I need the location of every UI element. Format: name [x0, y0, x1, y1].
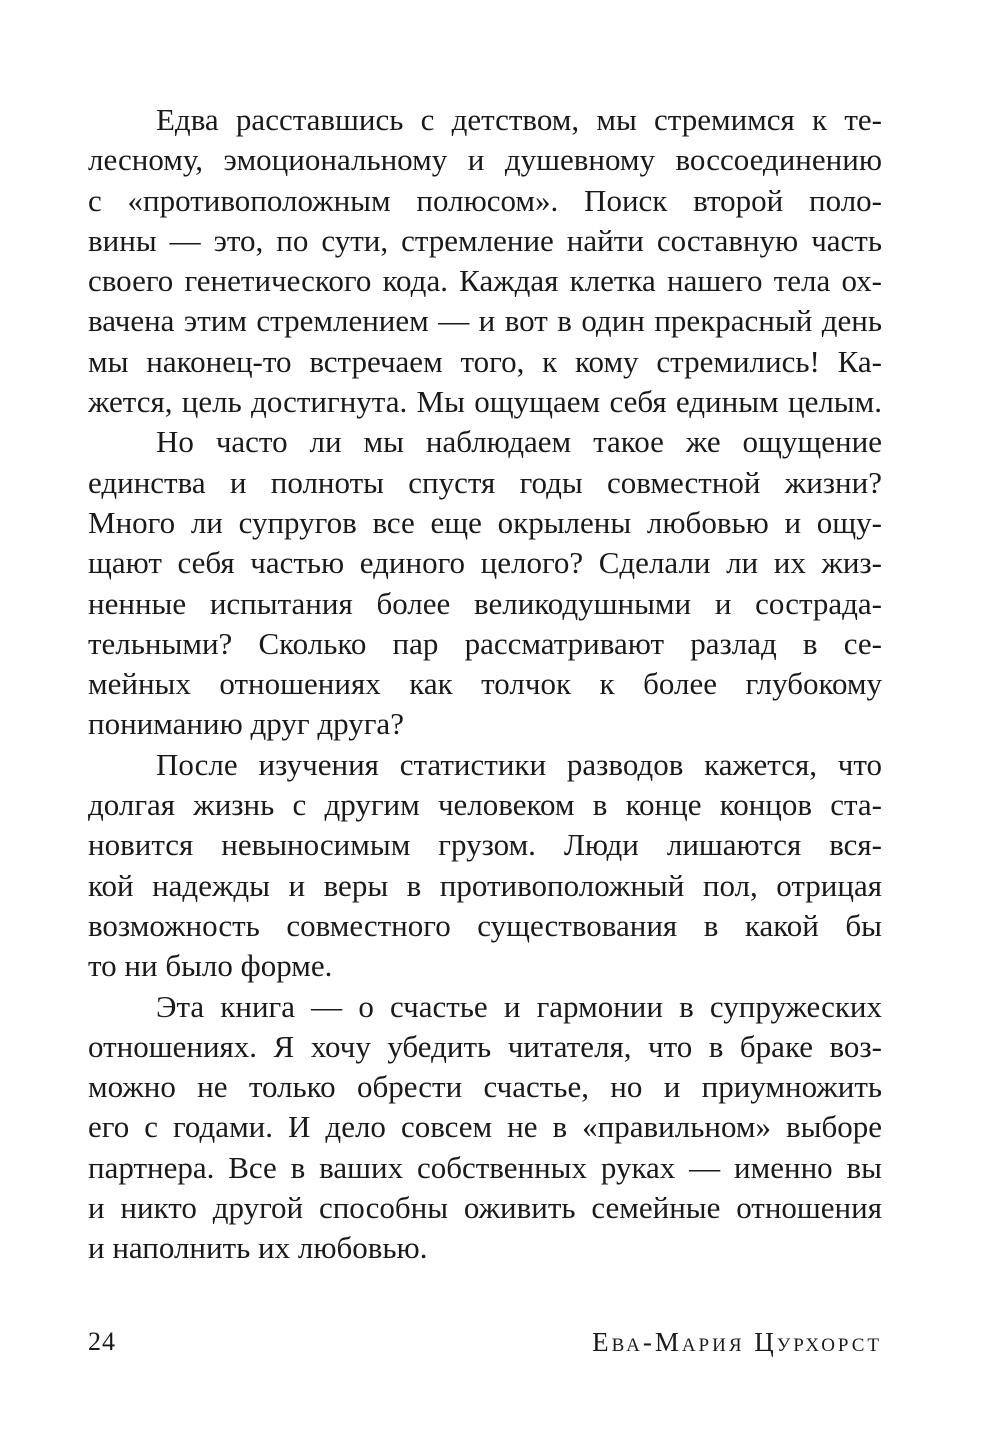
- text-line: новится невыносимым грузом. Люди лишаются вся-: [88, 827, 882, 863]
- body-text: [88, 100, 882, 1269]
- text-line: и никто другой способны оживить семейные отношения: [88, 1190, 882, 1226]
- text-line: пониманию друг друга?: [88, 706, 404, 742]
- text-line: возможность совместного существования в какой бы: [88, 907, 882, 943]
- text-line: жется, цель достигнута. Мы ощущаем себя единым целым.: [88, 384, 882, 420]
- text-line: партнера. Все в ваших собственных руках — именно вы: [88, 1149, 882, 1185]
- text-line: то ни было форме.: [88, 948, 333, 984]
- text-line: отношениях. Я хочу убедить читателя, что в браке воз-: [88, 1028, 882, 1064]
- paragraph-4: [88, 987, 882, 1269]
- text-line: ненные испытания более великодушными и сострада-: [88, 585, 882, 621]
- text-line: вачена этим стремлением — и вот в один прекрасный день: [88, 303, 882, 339]
- page-footer: [88, 1322, 882, 1362]
- text-line: его с годами. И дело совсем не в «правильном» выборе: [88, 1109, 882, 1145]
- text-line: можно не только обрести счастье, но и приумножить: [88, 1069, 882, 1105]
- text-line: После изучения статистики разводов кажется, что: [156, 746, 882, 782]
- running-head-author: Ева-Мария Цурхорст: [592, 1327, 882, 1357]
- page-number: 24: [88, 1327, 116, 1356]
- text-line: тельными? Сколько пар рассматривают разлад в се-: [88, 625, 882, 661]
- text-line: Едва расставшись с детством, мы стремимся к те-: [156, 102, 882, 137]
- text-line: Но часто ли мы наблюдаем такое же ощущение: [156, 424, 882, 460]
- text-line: с «противоположным полюсом». Поиск второй поло-: [88, 182, 882, 218]
- text-line: вины — это, по сути, стремление найти составную часть: [88, 222, 882, 258]
- text-line: щают себя частью единого целого? Сделали ли их жиз-: [88, 545, 882, 581]
- text-line: долгая жизнь с другим человеком в конце концов ста-: [88, 787, 882, 823]
- text-line: кой надежды и веры в противоположный пол, отрицая: [88, 867, 882, 903]
- text-line: лесному, эмоциональному и душевному воссоединению: [88, 142, 882, 178]
- text-line: мейных отношениях как толчок к более глубокому: [88, 666, 882, 702]
- text-line: единства и полноты спустя годы совместной жизни?: [88, 464, 882, 500]
- paragraph-2: [88, 422, 882, 744]
- text-line: своего генетического кода. Каждая клетка нашего тела ох-: [88, 263, 882, 299]
- text-line: Эта книга — о счастье и гармонии в супружеских: [156, 988, 882, 1024]
- text-line: и наполнить их любовью.: [88, 1230, 428, 1266]
- paragraph-3: [88, 745, 882, 987]
- text-line: Много ли супругов все еще окрылены любовью и ощу-: [88, 504, 882, 540]
- text-line: мы наконец-то встречаем того, к кому стремились! Ка-: [88, 343, 882, 379]
- paragraph-1: [88, 100, 882, 422]
